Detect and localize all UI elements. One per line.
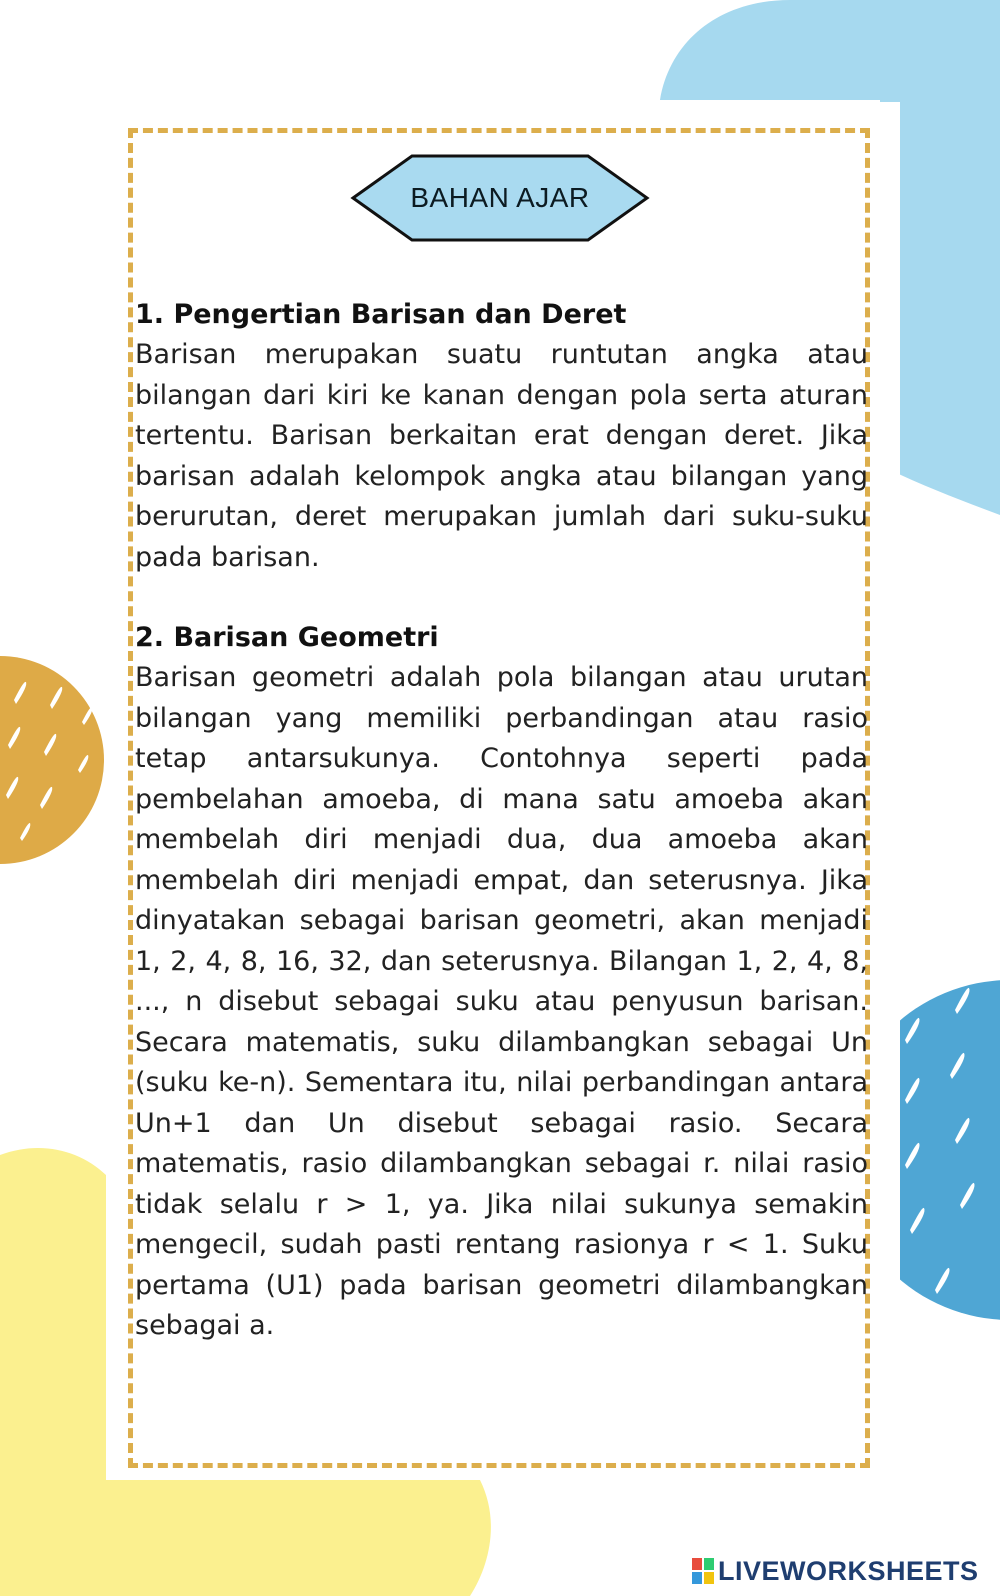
content-area <box>135 295 868 1347</box>
liveworksheets-logo-icon <box>692 1558 714 1584</box>
title-badge <box>350 153 650 243</box>
page-title: BAHAN AJAR <box>410 182 590 213</box>
section-body: Barisan geometri adalah pola bilangan atau urutan bilangan yang memiliki perbandingan atau rasio tetap antarsukunya. Contohnya seperti pada pembelahan amoeba, di mana satu amoeba akan membelah diri menjadi dua, dua amoeba akan membelah diri menjadi empat, dan seterusnya. Jika dinyatakan sebagai barisan geometri, akan menjadi 1, 2, 4, 8, 16, 32, dan seterusnya. Bilangan 1, 2, 4, 8, ..., n disebut sebagai suku atau penyusun barisan. Secara matematis, suku dilambangkan sebagai Un (suku ke-n). Sementara itu, nilai perbandingan antara Un+1 dan Un disebut sebagai rasio. Secara matematis, rasio dilambangkan sebagai r. nilai rasio tidak selalu r > 1, ya. Jika nilai sukunya semakin mengecil, sudah pasti rentang rasionya r < 1. Suku pertama (U1) pada barisan geometri dilambangkan sebagai a. <box>135 662 868 1341</box>
brand-name: LIVEWORKSHEETS <box>718 1555 979 1586</box>
section-geometric-sequence <box>135 618 868 1347</box>
section-body: Barisan merupakan suatu runtutan angka atau bilangan dari kiri ke kanan dengan pola serta aturan tertentu. Barisan berkaitan erat dengan deret. Jika barisan adalah kelompok angka atau bilangan yang berurutan, deret merupakan jumlah dari suku-suku pada barisan. <box>135 339 868 573</box>
brand-watermark <box>692 1555 979 1587</box>
section-heading: 1. Pengertian Barisan dan Deret <box>135 299 627 330</box>
section-definition <box>135 295 868 578</box>
mustard-circle-shape <box>0 656 104 864</box>
section-heading: 2. Barisan Geometri <box>135 622 439 653</box>
